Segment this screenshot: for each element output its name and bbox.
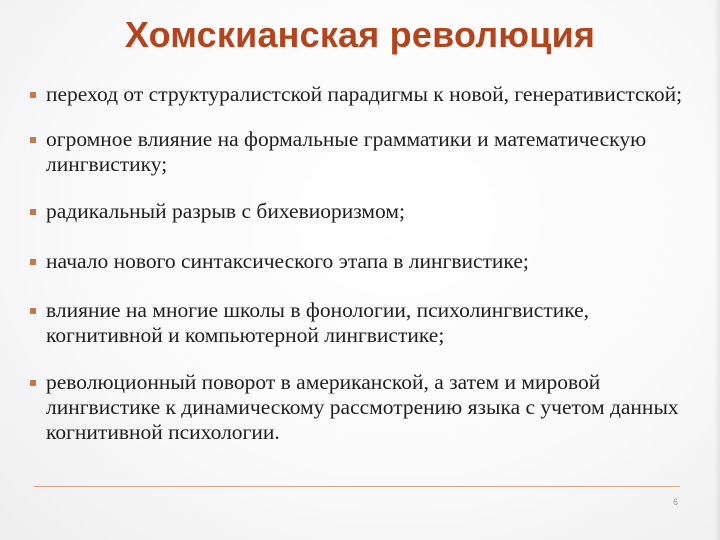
slide-edge-shadow [714, 0, 720, 540]
bullet-item [30, 298, 706, 348]
bullet-item [30, 82, 706, 107]
bullet-text: переход от структуралистской парадигмы к новой, генеративистской; [46, 82, 683, 106]
slide-title: Хомскианская революция [124, 14, 596, 55]
bullet-list [30, 82, 706, 445]
bullet-item [30, 199, 706, 224]
bullet-item [30, 370, 706, 445]
bullet-text: влияние на многие школы в фонологии, психолингвистике, когнитивной и компьютерной лингвистике; [46, 298, 590, 347]
bullet-marker-icon [30, 137, 36, 143]
bullet-text: революционный поворот в американской, а затем и мировой лингвистике к динамическому рассмотрению языка с учетом данных когнитивной психологии. [46, 370, 679, 444]
bullet-item [30, 249, 706, 274]
bullet-text: начало нового синтаксического этапа в лингвистике; [46, 249, 529, 273]
footer-divider [34, 486, 680, 487]
bullet-marker-icon [30, 259, 36, 265]
bullet-marker-icon [30, 209, 36, 215]
bullet-marker-icon [30, 380, 36, 386]
bullet-marker-icon [30, 308, 36, 314]
bullet-marker-icon [30, 92, 36, 98]
bullet-text: огромное влияние на формальные грамматики и математическую лингвистику; [46, 127, 647, 176]
bullet-item [30, 127, 706, 177]
page-number: 6 [672, 497, 678, 507]
bullet-text: радикальный разрыв с бихевиоризмом; [46, 199, 405, 223]
